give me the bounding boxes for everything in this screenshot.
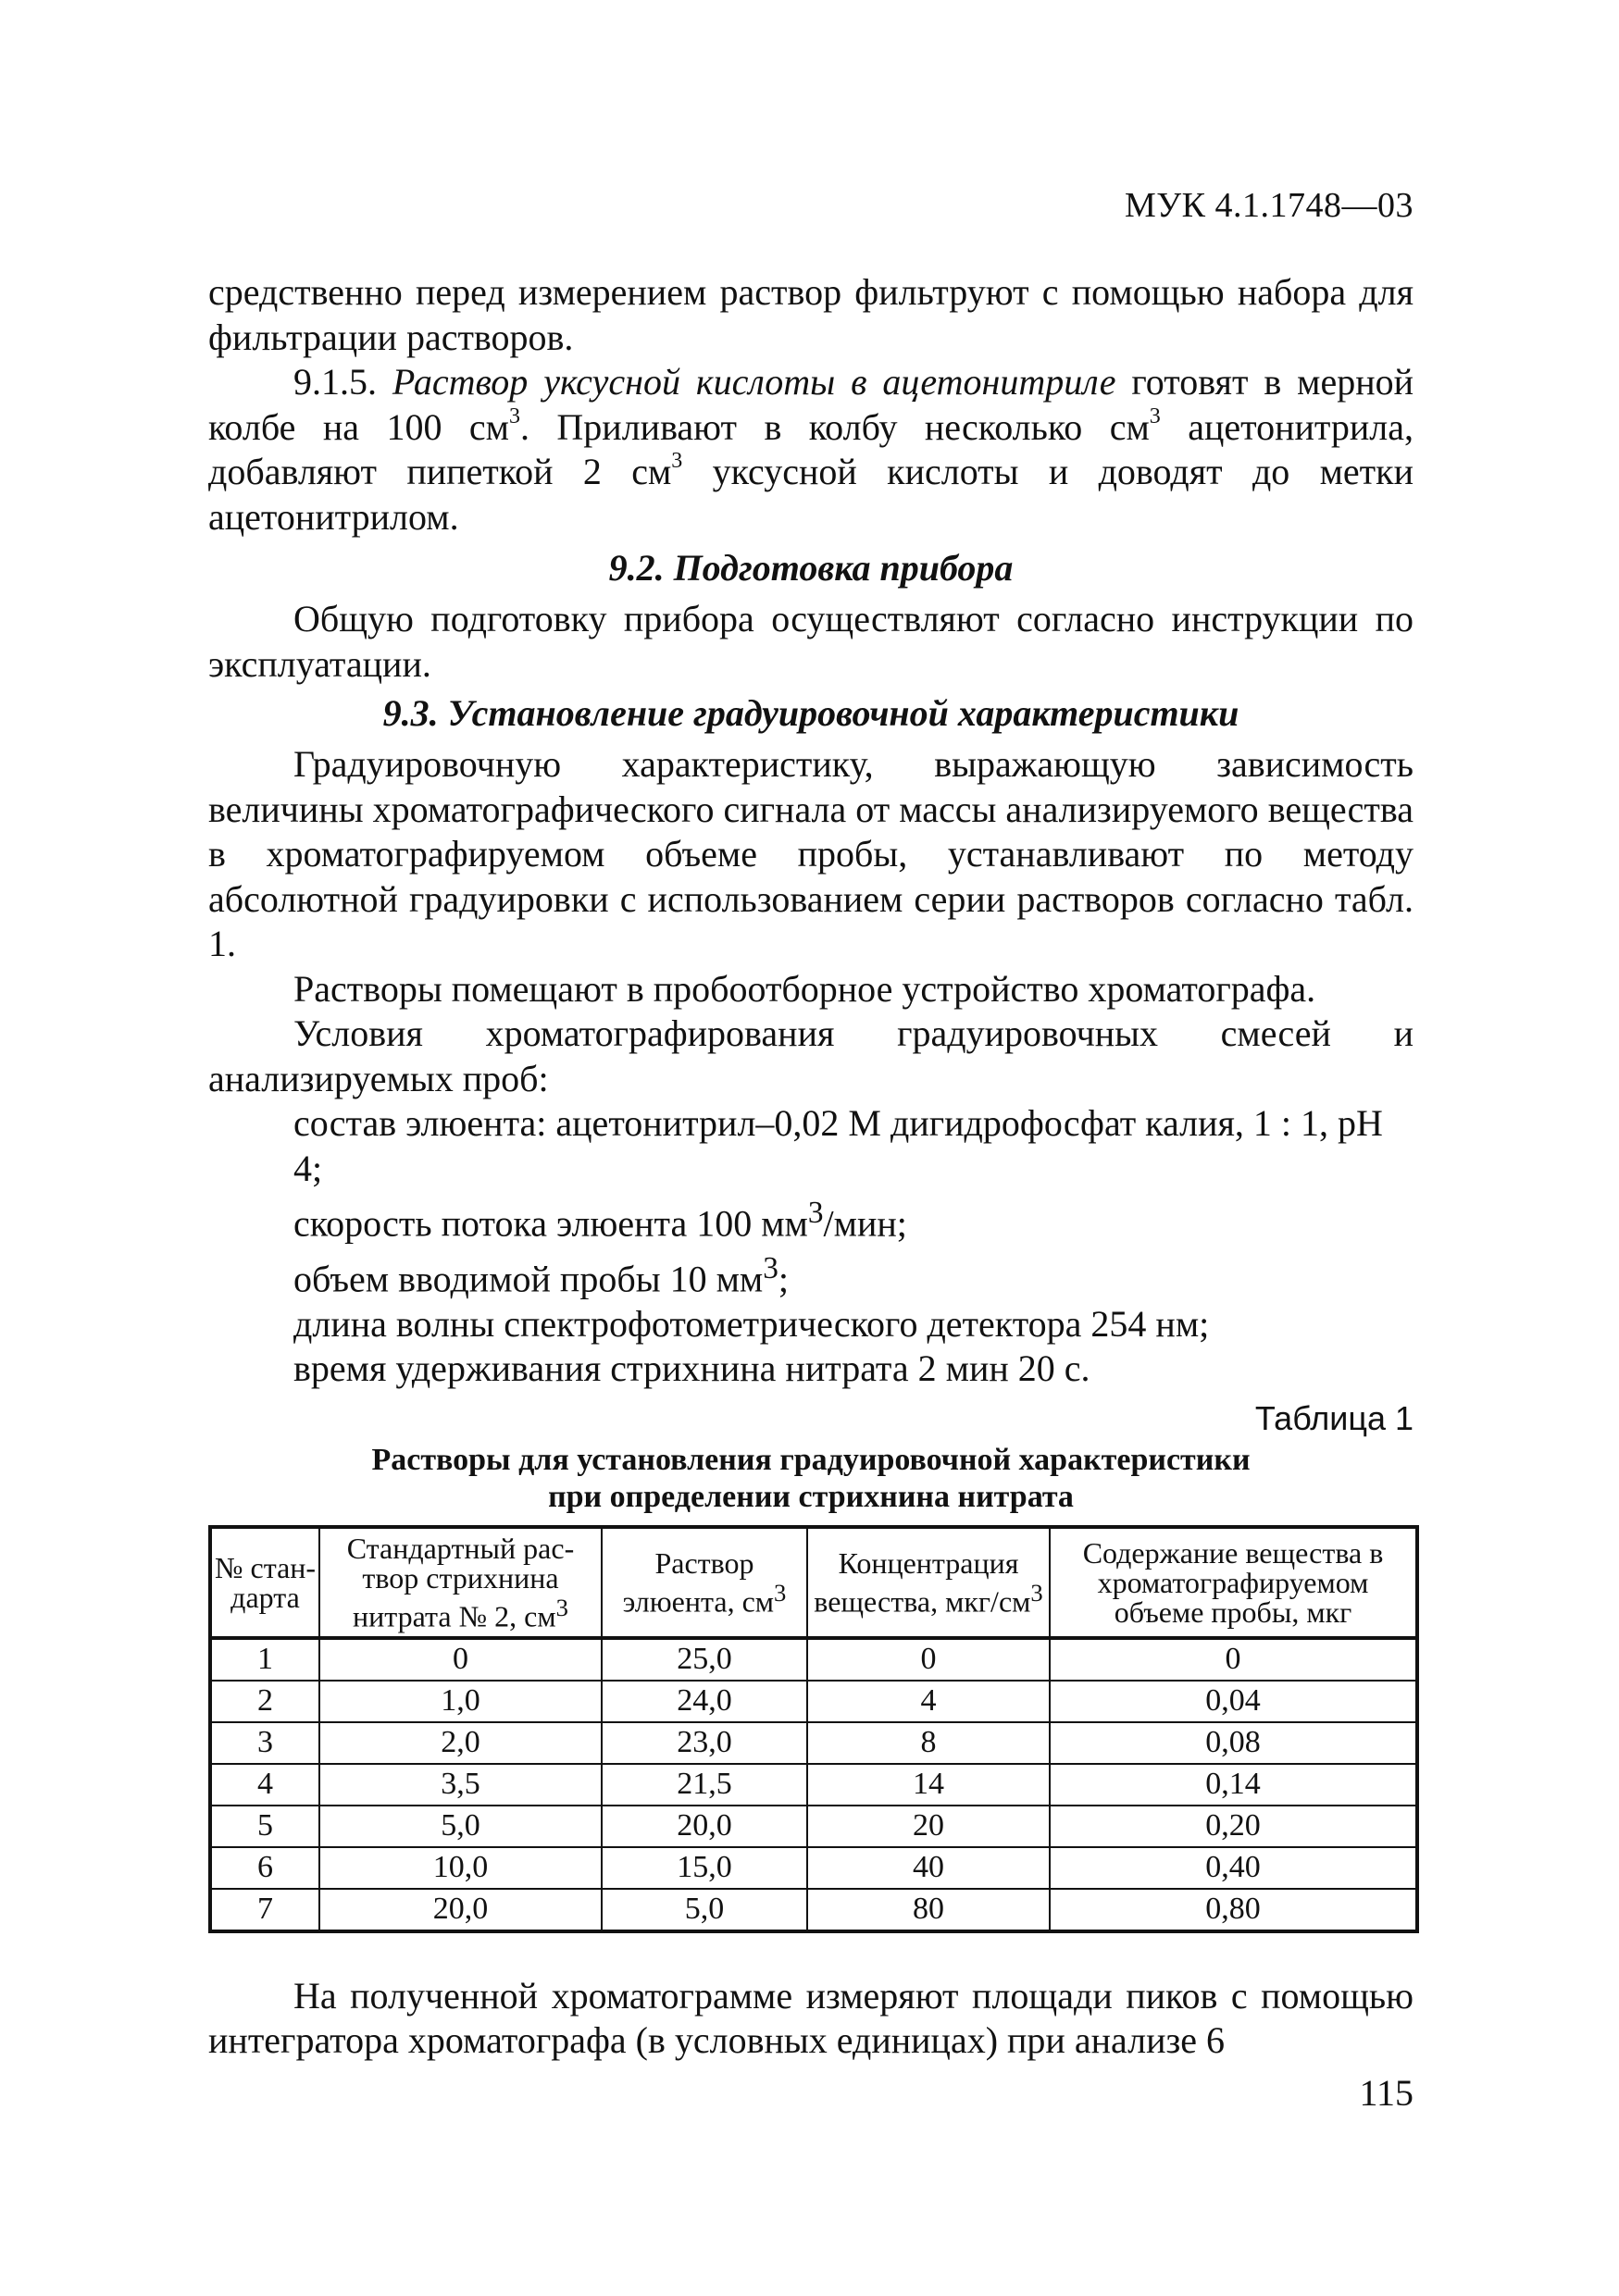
superscript: 3 bbox=[763, 1250, 778, 1285]
superscript: 3 bbox=[555, 1593, 568, 1621]
condition-flow-rate bbox=[293, 1191, 1414, 1247]
header-text: Стандартный рас-твор стрихнина нитрата № 2, см bbox=[346, 1531, 575, 1633]
condition-text: ; bbox=[778, 1258, 789, 1300]
section-heading-9-2: 9.2. Подготовка прибора bbox=[608, 547, 1014, 589]
header-content: Содержание вещества в хроматографируемом объеме пробы, мкг bbox=[1050, 1527, 1417, 1638]
table-cell: 0,08 bbox=[1050, 1722, 1417, 1764]
table-cell: 0,04 bbox=[1050, 1681, 1417, 1722]
superscript: 3 bbox=[1030, 1578, 1043, 1607]
clause-text-d: уксусной кислоты и доводят до метки ацетонитрилом. bbox=[208, 451, 1414, 538]
table-cell: 80 bbox=[807, 1889, 1050, 1931]
page-number: 115 bbox=[1359, 2072, 1414, 2114]
header-text: Раствор элюента, см bbox=[622, 1545, 775, 1619]
table-cell: 21,5 bbox=[602, 1764, 807, 1806]
header-text: Концентрация вещества, мкг/см bbox=[814, 1545, 1031, 1619]
document-header: МУК 4.1.1748—03 bbox=[1124, 186, 1414, 225]
table-row bbox=[210, 1889, 1417, 1931]
header-standard-solution bbox=[319, 1527, 602, 1638]
table-cell: 0 bbox=[1050, 1638, 1417, 1681]
header-concentration bbox=[807, 1527, 1050, 1638]
table-cell: 23,0 bbox=[602, 1722, 807, 1764]
table-cell: 20 bbox=[807, 1806, 1050, 1847]
paragraph-9-3-1: Градуировочную характеристику, выражающую зависимость величины хроматографического сигнала от массы анализируемого вещества в хроматографируемом объеме пробы, устанавливают по методу абсолютной градуировки с использованием серии растворов согласно табл. 1. bbox=[208, 743, 1414, 964]
clause-number: 9.1.5. bbox=[293, 361, 377, 403]
calibration-table bbox=[208, 1525, 1419, 1933]
header-eluent bbox=[602, 1527, 807, 1638]
paragraph-after-table: На полученной хроматограмме измеряют площади пиков с помощью интегратора хроматографа (в условных единицах) при анализе 6 bbox=[208, 1974, 1414, 2062]
table-cell: 15,0 bbox=[602, 1847, 807, 1889]
table-row bbox=[210, 1722, 1417, 1764]
superscript: 3 bbox=[508, 403, 520, 428]
table-cell: 0,14 bbox=[1050, 1764, 1417, 1806]
table-cell: 40 bbox=[807, 1847, 1050, 1889]
section-heading-9-3: 9.3. Установление градуировочной характеристики bbox=[382, 692, 1239, 734]
table-cell: 2,0 bbox=[319, 1722, 602, 1764]
table-cell: 5 bbox=[210, 1806, 319, 1847]
table-cell: 25,0 bbox=[602, 1638, 807, 1681]
paragraph-9-3-2: Растворы помещают в пробоотборное устройство хроматографа. bbox=[293, 967, 1316, 1010]
header-standard-number: № стан-дарта bbox=[210, 1527, 319, 1638]
condition-text: объем вводимой пробы 10 мм bbox=[293, 1258, 764, 1300]
clause-text-c: ацетонитрила, добавляют пипеткой 2 см bbox=[208, 405, 1414, 492]
table-cell: 1 bbox=[210, 1638, 319, 1681]
table-header-row bbox=[210, 1527, 1417, 1638]
table-title bbox=[208, 1442, 1414, 1516]
table-title-line2: при определении стрихнина нитрата bbox=[548, 1479, 1074, 1514]
paragraph-9-3-3: Условия хроматографирования градуировочных смесей и анализируемых проб: bbox=[208, 1012, 1414, 1099]
table-cell: 0,80 bbox=[1050, 1889, 1417, 1931]
page-body bbox=[208, 270, 1414, 2064]
clause-italic-title: Раствор уксусной кислоты в ацетонитриле bbox=[392, 361, 1116, 403]
table-cell: 6 bbox=[210, 1847, 319, 1889]
table-cell: 0 bbox=[319, 1638, 602, 1681]
table-cell: 0,40 bbox=[1050, 1847, 1417, 1889]
table-cell: 20,0 bbox=[602, 1806, 807, 1847]
condition-retention-time: время удерживания стрихнина нитрата 2 мин 20 с. bbox=[293, 1347, 1090, 1390]
table-cell: 3 bbox=[210, 1722, 319, 1764]
table-cell: 3,5 bbox=[319, 1764, 602, 1806]
table-title-line1: Растворы для установления градуировочной характеристики bbox=[371, 1442, 1251, 1477]
clause-text-a: готовят в мерной колбе на 100 см bbox=[208, 361, 1414, 448]
table-cell: 0,20 bbox=[1050, 1806, 1417, 1847]
condition-wavelength: длина волны спектрофотометрического детектора 254 нм; bbox=[293, 1302, 1210, 1345]
condition-text: /мин; bbox=[823, 1202, 907, 1245]
table-cell: 2 bbox=[210, 1681, 319, 1722]
superscript: 3 bbox=[1149, 403, 1161, 428]
clause-text-b: . Приливают в колбу несколько см bbox=[519, 405, 1150, 448]
table-cell: 20,0 bbox=[319, 1889, 602, 1931]
table-cell: 0 bbox=[807, 1638, 1050, 1681]
table-cell: 4 bbox=[210, 1764, 319, 1806]
table-cell: 8 bbox=[807, 1722, 1050, 1764]
table-cell: 24,0 bbox=[602, 1681, 807, 1722]
superscript: 3 bbox=[774, 1578, 787, 1607]
condition-text: скорость потока элюента 100 мм bbox=[293, 1202, 808, 1245]
table-cell: 1,0 bbox=[319, 1681, 602, 1722]
conditions-list bbox=[208, 1101, 1414, 1392]
superscript: 3 bbox=[807, 1196, 824, 1230]
paragraph-continuation: средственно перед измерением раствор фильтруют с помощью набора для фильтрации растворов. bbox=[208, 271, 1414, 358]
condition-sample-volume bbox=[293, 1247, 1414, 1302]
table-label: Таблица 1 bbox=[1254, 1398, 1414, 1437]
table-cell: 14 bbox=[807, 1764, 1050, 1806]
table-row bbox=[210, 1681, 1417, 1722]
table-cell: 5,0 bbox=[319, 1806, 602, 1847]
condition-eluent: состав элюента: ацетонитрил–0,02 М дигидрофосфат калия, 1 : 1, рН 4; bbox=[293, 1102, 1383, 1189]
table-row bbox=[210, 1638, 1417, 1681]
paragraph-9-1-5 bbox=[208, 360, 1414, 540]
paragraph-9-2: Общую подготовку прибора осуществляют согласно инструкции по эксплуатации. bbox=[208, 598, 1414, 685]
table-cell: 10,0 bbox=[319, 1847, 602, 1889]
table-cell: 7 bbox=[210, 1889, 319, 1931]
table-row bbox=[210, 1847, 1417, 1889]
table-row bbox=[210, 1764, 1417, 1806]
table-cell: 5,0 bbox=[602, 1889, 807, 1931]
superscript: 3 bbox=[671, 449, 683, 474]
table-cell: 4 bbox=[807, 1681, 1050, 1722]
table-row bbox=[210, 1806, 1417, 1847]
